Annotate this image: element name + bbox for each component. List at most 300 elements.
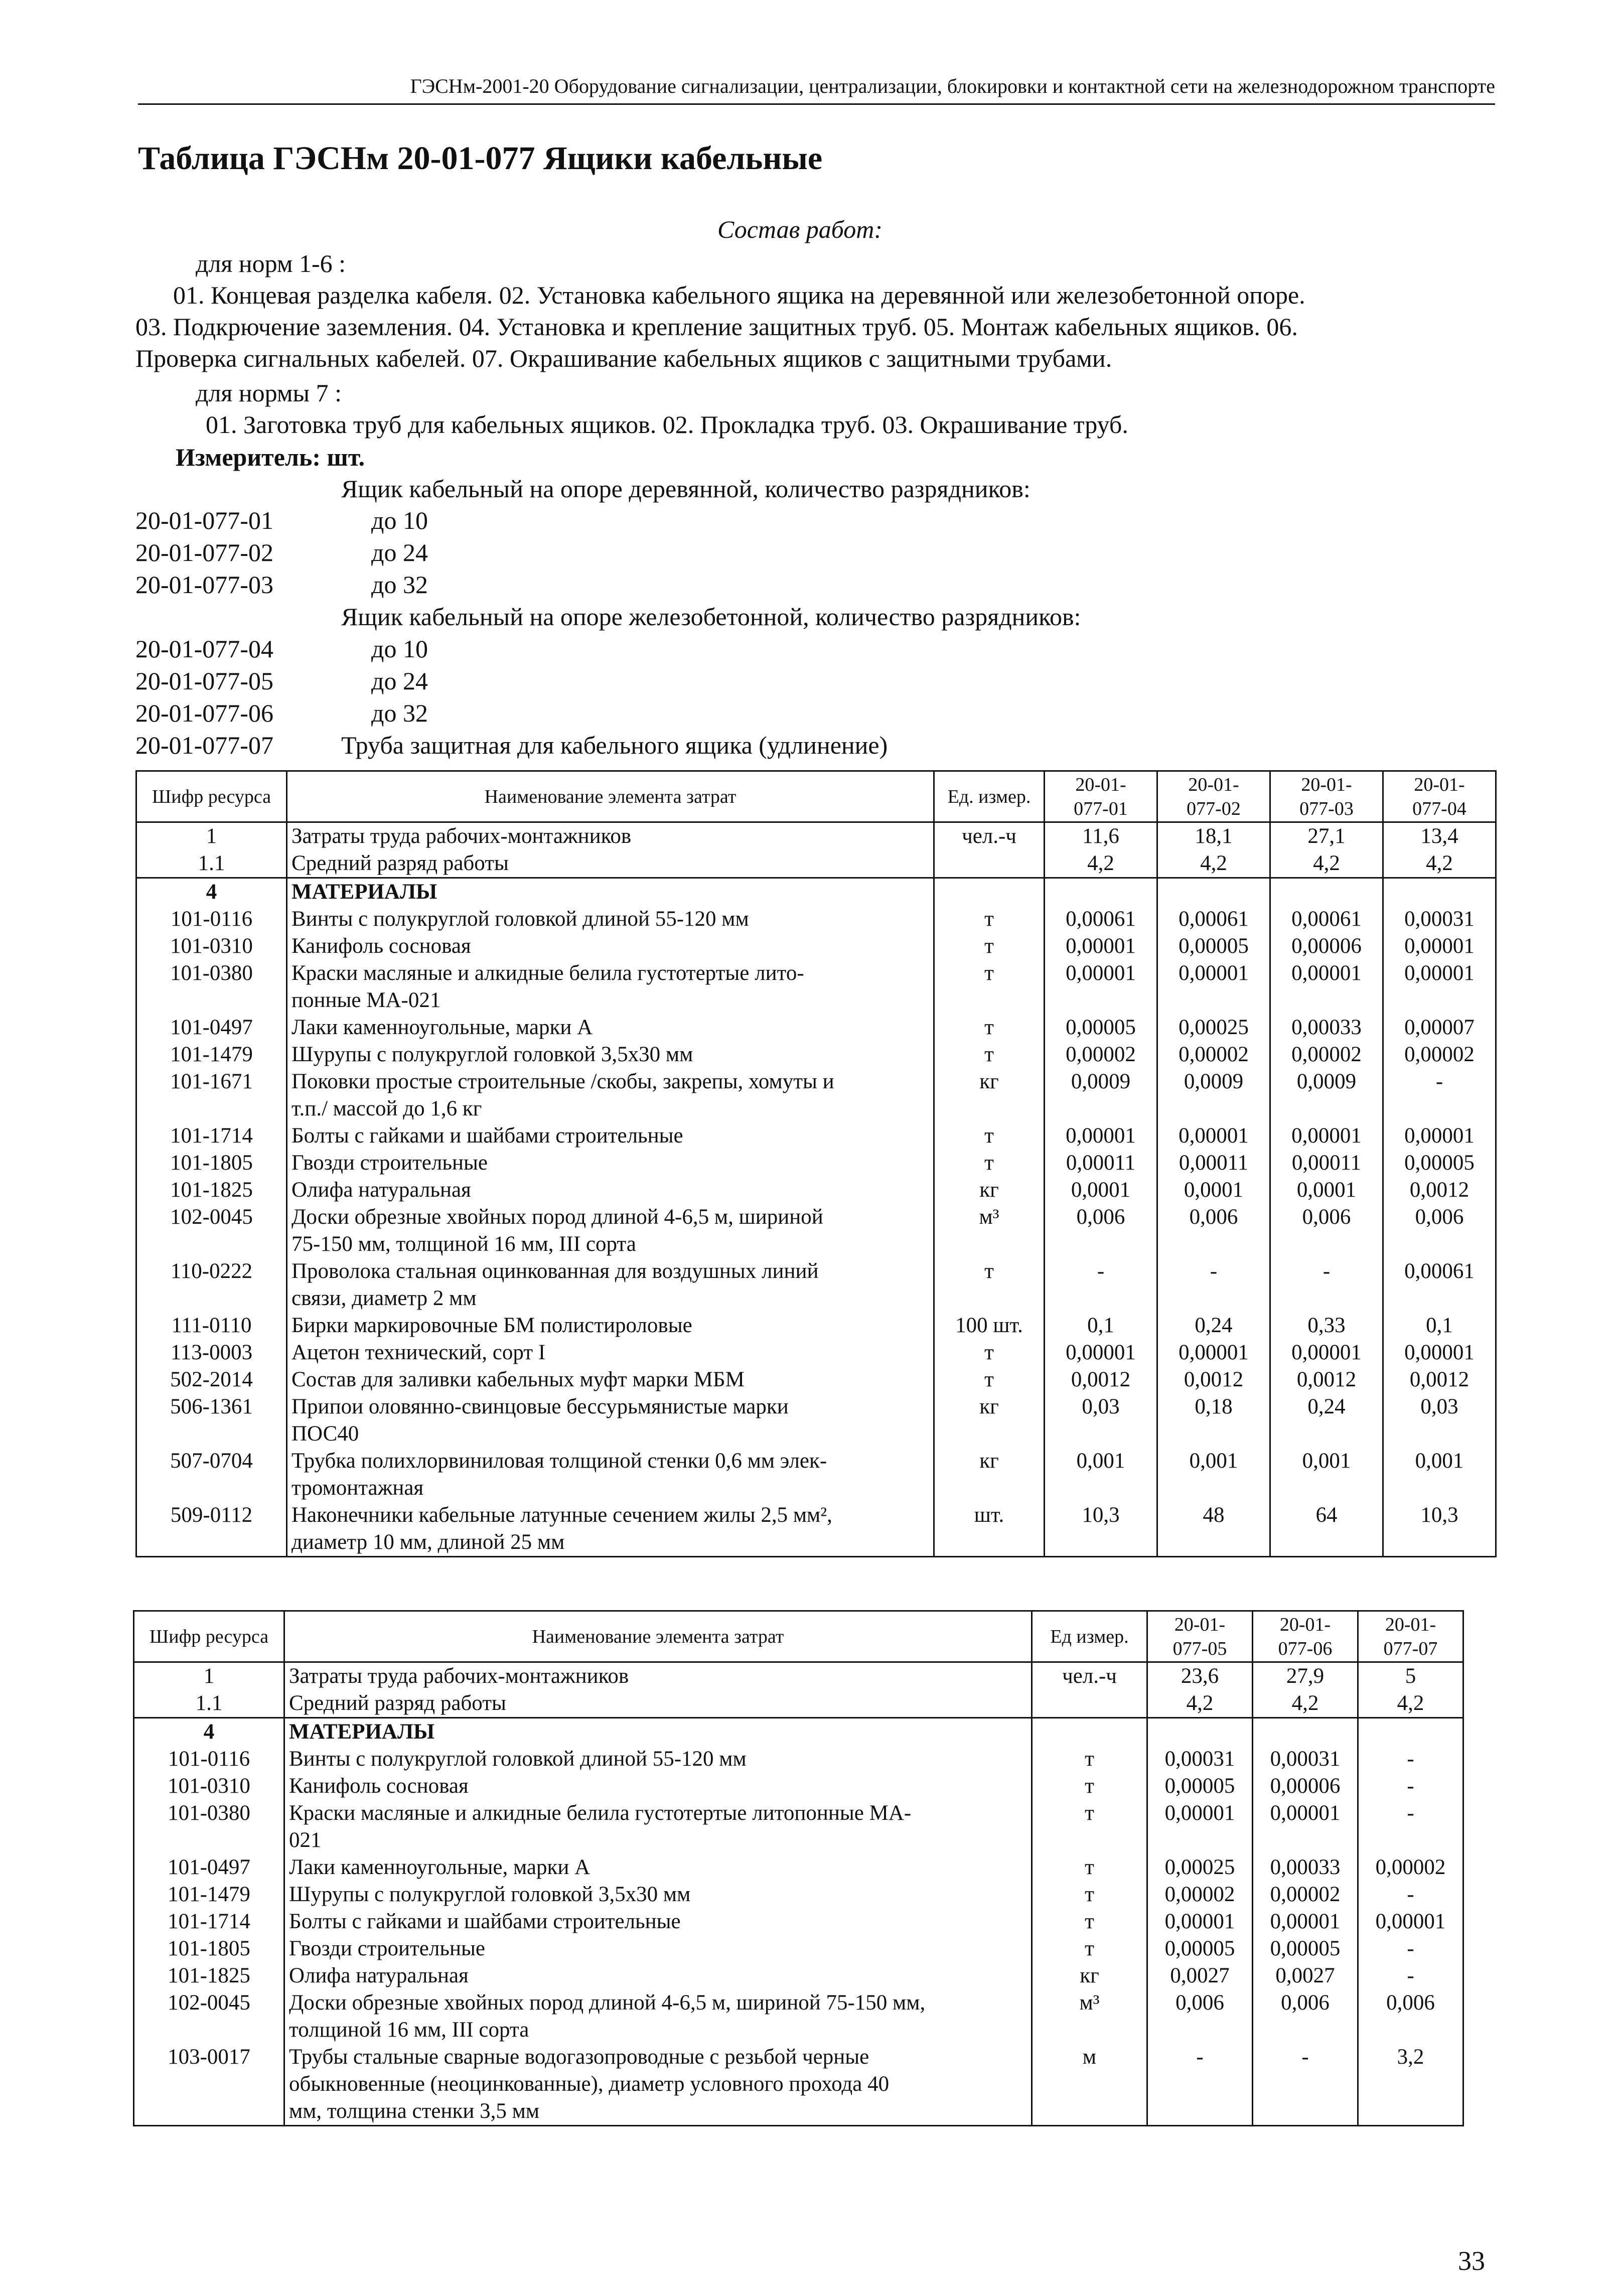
element-name-line: Поковки простые строительные /скобы, закрепы, хомуты и [291,1070,834,1093]
norm-value: 0,00002 [1157,1041,1270,1068]
header-unit: Ед измер. [1032,1611,1147,1662]
table-row [136,1041,1496,1068]
norm-value: 0,00002 [1270,1041,1383,1068]
header-norm-05: 20-01- 077-05 [1147,1611,1253,1662]
norm-value: 0,00031 [1253,1746,1358,1773]
element-name-line: Припои оловянно-свинцовые бессурьмянистые марки [291,1395,789,1418]
resource-code: 101-1805 [136,1150,287,1177]
running-header: ГЭСНм-2001-20 Оборудование сигнализации, централизации, блокировки и контактной сети на железнодорожном транспорте [410,75,1495,97]
norm-value: 5 [1358,1662,1463,1690]
resource-code: 101-0497 [134,1854,284,1881]
element-name-line: Гвозди строительные [291,1151,488,1175]
table-1-body [136,822,1496,1557]
norm-value: - [1157,1258,1270,1312]
norm-value: 0,0009 [1270,1068,1383,1122]
unit: кг [934,1177,1045,1204]
norm-value: 0,00001 [1045,960,1157,1014]
norm-value: 0,00001 [1383,960,1496,1014]
norm-code: 20-01-077-04 [135,635,273,663]
unit: т [934,1339,1045,1366]
norm-value: 0,0012 [1045,1366,1157,1393]
table-row [134,1935,1463,1962]
resource-code: 111-0110 [136,1312,287,1339]
resource-code: 103-0017 [134,2044,284,2126]
norm-value: - [1147,2044,1253,2126]
element-name-line: Ацетон технический, сорт I [291,1341,546,1364]
norm-value: 10,3 [1383,1502,1496,1557]
resource-code: 101-1671 [136,1068,287,1122]
resource-code: 1.1 [136,850,287,878]
norm-value: 0,00033 [1270,1014,1383,1041]
element-name-line: обыкновенные (неоцинкованные), диаметр условного прохода 40 [289,2072,890,2096]
element-name [284,1962,1032,1989]
table-row [136,1258,1496,1312]
unit: т [1032,1881,1147,1908]
norm-value: 0,24 [1270,1393,1383,1448]
resource-code: 110-0222 [136,1258,287,1312]
norm-value: 0,006 [1045,1204,1157,1258]
norm-value: 0,00001 [1253,1908,1358,1935]
norm-value: 0,18 [1157,1393,1270,1448]
norm-value: 0,00002 [1045,1041,1157,1068]
element-name-line: Канифоль сосновая [291,934,471,958]
norm-value: 0,00006 [1270,933,1383,960]
norm-desc: до 10 [371,506,428,534]
meter-label: Измеритель: шт. [176,443,365,471]
norm-value: 0,001 [1270,1448,1383,1502]
element-name [287,1122,934,1150]
table-row [134,1800,1463,1854]
norm-value: 0,00001 [1383,1339,1496,1366]
norm-value: - [1270,1258,1383,1312]
resource-code: 1 [136,822,287,850]
element-name-line: Наконечники кабельные латунные сечением жилы 2,5 мм², [291,1503,832,1527]
resource-code: 101-1825 [136,1177,287,1204]
unit: т [1032,1746,1147,1773]
element-name [287,1393,934,1448]
norm-value: 4,2 [1045,850,1157,878]
norm-value: 0,00061 [1270,906,1383,933]
norm-value: 0,0012 [1383,1177,1496,1204]
norm-value: 0,00031 [1383,906,1496,933]
norm-desc: Труба защитная для кабельного ящика (удлинение) [341,731,888,759]
element-name-line: Доски обрезные хвойных пород длиной 4-6,5 м, шириной 75-150 мм, [289,1991,926,2015]
norm-value: 27,1 [1270,822,1383,850]
norm-value: 10,3 [1045,1502,1157,1557]
element-name [287,933,934,960]
element-name [287,850,934,878]
norm-value: 0,00011 [1045,1150,1157,1177]
norm-value: 0,00001 [1253,1800,1358,1854]
unit: т [934,1366,1045,1393]
element-name [287,1366,934,1393]
norm-value: 0,00001 [1358,1908,1463,1935]
composition-line-1: 01. Концевая разделка кабеля. 02. Установка кабельного ящика на деревянной или железобетонной опоре. [173,281,1305,309]
element-name-line: МАТЕРИАЛЫ [289,1720,435,1744]
norm-desc: до 24 [371,538,428,566]
norms-1-6-label: для норм 1-6 : [196,249,346,277]
norm-7-line: 01. Заготовка труб для кабельных ящиков. 02. Прокладка труб. 03. Окрашивание труб. [206,410,1128,439]
norm-value: 0,00033 [1253,1854,1358,1881]
norm-code: 20-01-077-07 [135,731,273,759]
norm-value: 0,0009 [1045,1068,1157,1122]
unit: т [934,1150,1045,1177]
norm-value: 0,00061 [1045,906,1157,933]
norm-7-label: для нормы 7 : [196,379,342,407]
unit: т [1032,1800,1147,1854]
element-name [284,1800,1032,1854]
norm-value: 48 [1157,1502,1270,1557]
table-row [134,2044,1463,2126]
norm-value [1270,878,1383,906]
resource-code: 102-0045 [134,1989,284,2044]
element-name-line: Доски обрезные хвойных пород длиной 4-6,5 м, шириной [291,1205,823,1229]
unit: чел.-ч [934,822,1045,850]
resource-code: 101-1714 [136,1122,287,1150]
norm-value: 0,0012 [1157,1366,1270,1393]
table-row [134,1718,1463,1746]
header-norm-04: 20-01- 077-04 [1383,771,1496,822]
resource-code: 101-0310 [136,933,287,960]
composition-label: Состав работ: [717,215,883,243]
norm-value: 0,00025 [1157,1014,1270,1041]
table-row [136,1502,1496,1557]
unit: т [934,1014,1045,1041]
norm-value: 0,00001 [1045,933,1157,960]
element-name-line: МАТЕРИАЛЫ [291,880,437,904]
norm-value: 0,006 [1157,1204,1270,1258]
table-row [134,1854,1463,1881]
cost-table-1 [135,770,1497,1557]
norm-value: 4,2 [1147,1690,1253,1718]
unit: 100 шт. [934,1312,1045,1339]
norm-value: 0,33 [1270,1312,1383,1339]
norm-value: - [1253,2044,1358,2126]
norm-value: 64 [1270,1502,1383,1557]
norm-value: - [1358,1935,1463,1962]
element-name-line: Олифа натуральная [291,1178,471,1202]
element-name [287,1068,934,1122]
element-name-line: диаметр 10 мм, длиной 25 мм [291,1530,565,1554]
table-row [134,1690,1463,1718]
norm-value: - [1045,1258,1157,1312]
resource-code: 101-0380 [134,1800,284,1854]
cost-table-2 [133,1610,1464,2126]
norm-value [1383,878,1496,906]
table-row [136,1204,1496,1258]
table-row [136,850,1496,878]
resource-code: 4 [136,878,287,906]
norm-value: 0,00001 [1147,1908,1253,1935]
resource-code: 507-0704 [136,1448,287,1502]
norm-value: 23,6 [1147,1662,1253,1690]
element-name-line: Олифа натуральная [289,1964,469,1987]
element-name [287,1502,934,1557]
norm-value: 0,00011 [1270,1150,1383,1177]
element-name [284,1854,1032,1881]
table-row [136,1366,1496,1393]
norm-value: 0,00025 [1147,1854,1253,1881]
unit: т [1032,1854,1147,1881]
element-name [287,906,934,933]
group-heading-concrete: Ящик кабельный на опоре железобетонной, количество разрядников: [341,603,1081,631]
resource-code: 101-1805 [134,1935,284,1962]
norm-value: 0,0012 [1383,1366,1496,1393]
norm-value: 0,00001 [1383,1122,1496,1150]
element-name-line: Лаки каменноугольные, марки А [289,1855,591,1879]
norm-value: 4,2 [1383,850,1496,878]
element-name [287,1204,934,1258]
element-name [287,960,934,1014]
norm-value: 18,1 [1157,822,1270,850]
resource-code: 101-0380 [136,960,287,1014]
element-name-line: Болты с гайками и шайбами строительные [291,1124,683,1147]
norm-value: 0,0012 [1270,1366,1383,1393]
resource-code: 4 [134,1718,284,1746]
element-name-line: Краски масляные и алкидные белила густотертые литопонные МА- [289,1801,912,1825]
element-name-line: Состав для заливки кабельных муфт марки МБМ [291,1368,745,1391]
norm-value: 0,00061 [1383,1258,1496,1312]
resource-code: 101-1825 [134,1962,284,1989]
norm-value: 0,001 [1383,1448,1496,1502]
table-row [134,1746,1463,1773]
composition-line-2: 03. Подкрючение заземления. 04. Установка и крепление защитных труб. 05. Монтаж кабельных ящиков. 06. [135,313,1298,341]
unit: кг [934,1448,1045,1502]
unit: м³ [1032,1989,1147,2044]
header-norm-07: 20-01- 077-07 [1358,1611,1463,1662]
norm-code: 20-01-077-02 [135,538,273,566]
norm-value: 27,9 [1253,1662,1358,1690]
element-name [284,1989,1032,2044]
element-name-line: Гвозди строительные [289,1937,485,1960]
element-name-line: т.п./ массой до 1,6 кг [291,1097,482,1120]
table-row [136,933,1496,960]
element-name-line: Винты с полукруглой головкой длиной 55-120 мм [289,1747,747,1771]
table-row [134,1962,1463,1989]
norm-code: 20-01-077-01 [135,506,273,534]
norm-value: 0,0027 [1253,1962,1358,1989]
element-name [284,1662,1032,1690]
table-row [136,1068,1496,1122]
resource-code: 1.1 [134,1690,284,1718]
element-name [287,878,934,906]
element-name [284,1935,1032,1962]
header-norm-02: 20-01- 077-02 [1157,771,1270,822]
element-name-line: тромонтажная [291,1476,424,1500]
norm-value: 0,00002 [1253,1881,1358,1908]
element-name [287,1041,934,1068]
norm-value: 4,2 [1358,1690,1463,1718]
unit: т [934,1041,1045,1068]
norm-value: 0,00001 [1157,960,1270,1014]
resource-code: 506-1361 [136,1393,287,1448]
header-resource-code: Шифр ресурса [136,771,287,822]
resource-code: 101-1714 [134,1908,284,1935]
norm-desc: до 32 [371,699,428,727]
element-name-line: Болты с гайками и шайбами строительные [289,1910,681,1933]
norm-value: 0,00002 [1358,1854,1463,1881]
unit [1032,1718,1147,1746]
header-element-name: Наименование элемента затрат [284,1611,1032,1662]
element-name-line: Затраты труда рабочих-монтажников [289,1664,629,1688]
norm-value: 0,00001 [1045,1339,1157,1366]
norm-code: 20-01-077-06 [135,699,273,727]
norm-desc: до 32 [371,570,428,599]
resource-code: 1 [134,1662,284,1690]
norm-value: 4,2 [1157,850,1270,878]
norm-value [1253,1718,1358,1746]
table-title: Таблица ГЭСНм 20-01-077 Ящики кабельные [138,140,823,177]
norm-value: - [1358,1746,1463,1773]
norm-value: 0,006 [1358,1989,1463,2044]
composition-line-3: Проверка сигнальных кабелей. 07. Окрашивание кабельных ящиков с защитными трубами. [135,344,1112,372]
table-row [136,878,1496,906]
norm-value: 4,2 [1270,850,1383,878]
header-rule [138,103,1495,105]
element-name-line: Затраты труда рабочих-монтажников [291,824,632,848]
element-name [287,1150,934,1177]
unit: т [934,906,1045,933]
resource-code: 101-1479 [134,1881,284,1908]
table-row [136,1122,1496,1150]
norm-value: 0,00001 [1383,933,1496,960]
table-row [134,1989,1463,2044]
element-name-line: 021 [289,1828,322,1852]
resource-code: 509-0112 [136,1502,287,1557]
unit: т [1032,1773,1147,1800]
header-norm-03: 20-01- 077-03 [1270,771,1383,822]
element-name-line: Канифоль сосновая [289,1774,469,1798]
table-row [134,1773,1463,1800]
table-row [136,1150,1496,1177]
norm-value: 0,03 [1045,1393,1157,1448]
table-row [136,1177,1496,1204]
norm-value: 0,00002 [1383,1041,1496,1068]
norm-value: 0,0009 [1157,1068,1270,1122]
element-name [287,1177,934,1204]
unit [934,850,1045,878]
norm-value [1358,1718,1463,1746]
element-name-line: Бирки маркировочные БМ полистироловые [291,1314,692,1337]
table-row [136,1393,1496,1448]
norm-value: 0,00001 [1270,1339,1383,1366]
element-name [284,1746,1032,1773]
element-name [287,1258,934,1312]
unit: т [934,1258,1045,1312]
table-row [136,1339,1496,1366]
norm-value [1157,878,1270,906]
table-row [136,906,1496,933]
norm-value: 0,00001 [1157,1339,1270,1366]
norm-value: 0,006 [1383,1204,1496,1258]
norm-value: 0,1 [1383,1312,1496,1339]
element-name [287,1339,934,1366]
resource-code: 101-1479 [136,1041,287,1068]
element-name-line: Шурупы с полукруглой головкой 3,5х30 мм [291,1043,693,1066]
table-2-body [134,1662,1463,2126]
unit [1032,1690,1147,1718]
table-row [134,1881,1463,1908]
norm-value: 3,2 [1358,2044,1463,2126]
element-name [287,1014,934,1041]
table-row [134,1908,1463,1935]
norm-value: 0,006 [1270,1204,1383,1258]
norm-value: 0,00001 [1157,1122,1270,1150]
norm-value: 0,24 [1157,1312,1270,1339]
norm-code: 20-01-077-05 [135,667,273,695]
norm-value: 0,0001 [1270,1177,1383,1204]
norm-value: 0,00005 [1147,1935,1253,1962]
unit: кг [1032,1962,1147,1989]
table-row [136,960,1496,1014]
unit: т [934,933,1045,960]
norm-value: - [1383,1068,1496,1122]
element-name-line: толщиной 16 мм, III сорта [289,2018,529,2042]
norm-value: 0,03 [1383,1393,1496,1448]
norm-value: 0,00006 [1253,1773,1358,1800]
element-name-line: Краски масляные и алкидные белила густотертые лито- [291,961,804,985]
element-name-line: связи, диаметр 2 мм [291,1286,477,1310]
element-name-line: Проволока стальная оцинкованная для воздушных линий [291,1259,819,1283]
norm-value: 0,0001 [1045,1177,1157,1204]
resource-code: 101-0116 [136,906,287,933]
element-name [287,1312,934,1339]
element-name-line: Лаки каменноугольные, марки А [291,1016,593,1039]
element-name [284,1718,1032,1746]
norm-value: 0,00001 [1147,1800,1253,1854]
unit: м³ [934,1204,1045,1258]
norm-value: 0,001 [1045,1448,1157,1502]
norm-value: 0,006 [1253,1989,1358,2044]
page-number: 33 [1458,2246,1485,2276]
element-name-line: Шурупы с полукруглой головкой 3,5х30 мм [289,1883,691,1906]
header-norm-06: 20-01- 077-06 [1253,1611,1358,1662]
norm-value: 0,001 [1157,1448,1270,1502]
norm-value: 0,00002 [1147,1881,1253,1908]
norm-value: 0,006 [1147,1989,1253,2044]
norm-value: 0,1 [1045,1312,1157,1339]
resource-code: 113-0003 [136,1339,287,1366]
norm-value: 0,00005 [1383,1150,1496,1177]
norm-value: - [1358,1881,1463,1908]
group-heading-wood: Ящик кабельный на опоре деревянной, количество разрядников: [341,475,1031,503]
unit: кг [934,1393,1045,1448]
element-name [287,822,934,850]
unit: шт. [934,1502,1045,1557]
table-row [134,1662,1463,1690]
element-name-line: Трубка полихлорвиниловая толщиной стенки 0,6 мм элек- [291,1449,827,1473]
norm-desc: до 24 [371,667,428,695]
norm-value: 0,00001 [1270,1122,1383,1150]
unit: т [934,1122,1045,1150]
norm-desc: до 10 [371,635,428,663]
unit: чел.-ч [1032,1662,1147,1690]
unit: кг [934,1068,1045,1122]
element-name [284,2044,1032,2126]
norm-value: 13,4 [1383,822,1496,850]
norm-value: 0,00011 [1157,1150,1270,1177]
resource-code: 102-0045 [136,1204,287,1258]
element-name [284,1908,1032,1935]
header-resource-code: Шифр ресурса [134,1611,284,1662]
norm-value: 0,00031 [1147,1746,1253,1773]
header-norm-01: 20-01- 077-01 [1045,771,1157,822]
table-row [136,1312,1496,1339]
element-name [287,1448,934,1502]
element-name-line: Средний разряд работы [291,851,509,875]
norm-value: 0,0027 [1147,1962,1253,1989]
header-unit: Ед. измер. [934,771,1045,822]
